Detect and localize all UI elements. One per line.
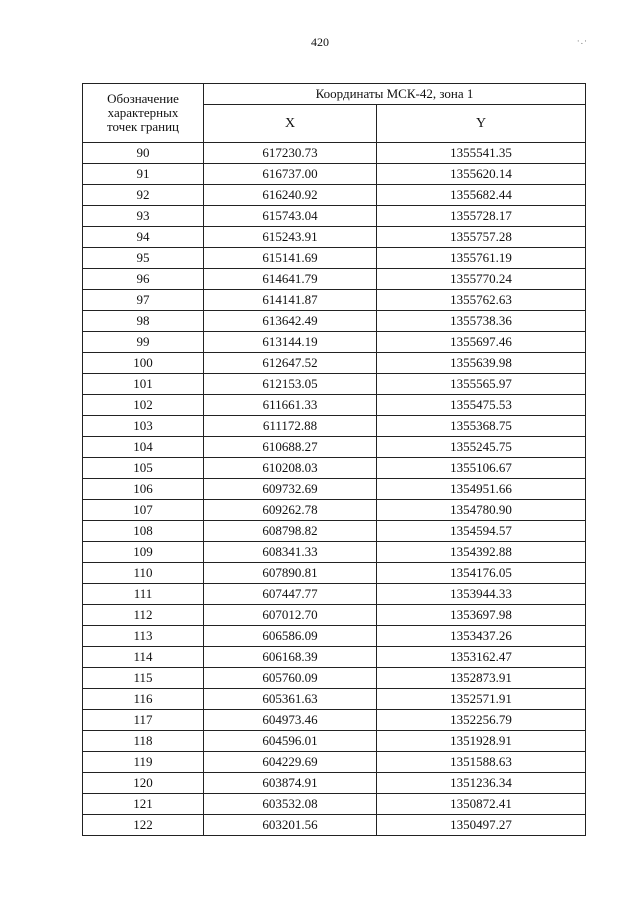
y-coordinate-cell: 1351588.63 [377,752,586,773]
point-id-cell: 94 [83,227,204,248]
y-coordinate-cell: 1355639.98 [377,353,586,374]
x-coordinate-cell: 606168.39 [204,647,377,668]
x-coordinate-cell: 612647.52 [204,353,377,374]
y-coordinate-cell: 1355541.35 [377,143,586,164]
y-coordinate-cell: 1354392.88 [377,542,586,563]
x-coordinate-cell: 614641.79 [204,269,377,290]
table-row [83,458,586,479]
point-id-cell: 95 [83,248,204,269]
x-coordinate-cell: 609262.78 [204,500,377,521]
point-id-cell: 97 [83,290,204,311]
y-coordinate-cell: 1355738.36 [377,311,586,332]
x-coordinate-cell: 609732.69 [204,479,377,500]
y-coordinate-cell: 1353944.33 [377,584,586,605]
table-row [83,353,586,374]
point-id-cell: 116 [83,689,204,710]
x-coordinate-cell: 611172.88 [204,416,377,437]
x-coordinate-cell: 615141.69 [204,248,377,269]
point-id-cell: 90 [83,143,204,164]
x-coordinate-cell: 607012.70 [204,605,377,626]
table-row [83,143,586,164]
x-coordinate-cell: 608341.33 [204,542,377,563]
x-coordinate-cell: 603532.08 [204,794,377,815]
y-coordinate-cell: 1352256.79 [377,710,586,731]
x-coordinate-cell: 616737.00 [204,164,377,185]
y-coordinate-cell: 1354780.90 [377,500,586,521]
x-coordinate-cell: 610688.27 [204,437,377,458]
table-row [83,752,586,773]
table-row [83,248,586,269]
y-coordinate-cell: 1355761.19 [377,248,586,269]
table-row [83,479,586,500]
point-id-cell: 121 [83,794,204,815]
table-row [83,794,586,815]
y-coordinate-cell: 1351928.91 [377,731,586,752]
x-coordinate-cell: 604596.01 [204,731,377,752]
y-coordinate-cell: 1350872.41 [377,794,586,815]
y-coordinate-cell: 1355620.14 [377,164,586,185]
x-coordinate-cell: 604973.46 [204,710,377,731]
table-row [83,311,586,332]
table-row [83,227,586,248]
y-coordinate-cell: 1351236.34 [377,773,586,794]
table-row [83,416,586,437]
point-id-cell: 99 [83,332,204,353]
x-coordinate-cell: 608798.82 [204,521,377,542]
x-coordinate-cell: 617230.73 [204,143,377,164]
point-id-cell: 119 [83,752,204,773]
point-id-cell: 107 [83,500,204,521]
header-x: X [204,105,377,143]
page-number: 420 [311,35,329,49]
x-coordinate-cell: 613144.19 [204,332,377,353]
point-id-cell: 102 [83,395,204,416]
table-row [83,563,586,584]
header-y: Y [377,105,586,143]
table-row [83,395,586,416]
point-id-cell: 100 [83,353,204,374]
y-coordinate-cell: 1355368.75 [377,416,586,437]
table-row [83,689,586,710]
x-coordinate-cell: 615243.91 [204,227,377,248]
point-id-cell: 110 [83,563,204,584]
point-id-cell: 93 [83,206,204,227]
point-id-cell: 91 [83,164,204,185]
x-coordinate-cell: 612153.05 [204,374,377,395]
point-id-cell: 109 [83,542,204,563]
x-coordinate-cell: 603201.56 [204,815,377,836]
table-body [83,143,586,836]
y-coordinate-cell: 1355475.53 [377,395,586,416]
table-row [83,521,586,542]
y-coordinate-cell: 1354951.66 [377,479,586,500]
table-row [83,710,586,731]
table-row [83,269,586,290]
x-coordinate-cell: 605760.09 [204,668,377,689]
header-label-line: точек границ [106,119,180,134]
header-label-line: характерных [107,105,179,120]
point-id-cell: 108 [83,521,204,542]
table-row [83,164,586,185]
point-id-cell: 122 [83,815,204,836]
x-coordinate-cell: 605361.63 [204,689,377,710]
coordinates-table [82,83,586,836]
y-coordinate-cell: 1355682.44 [377,185,586,206]
point-id-cell: 112 [83,605,204,626]
y-coordinate-cell: 1352571.91 [377,689,586,710]
point-id-cell: 92 [83,185,204,206]
point-id-cell: 104 [83,437,204,458]
point-id-cell: 118 [83,731,204,752]
table-row [83,815,586,836]
table-row [83,605,586,626]
x-coordinate-cell: 603874.91 [204,773,377,794]
point-id-cell: 113 [83,626,204,647]
point-id-cell: 103 [83,416,204,437]
y-coordinate-cell: 1355762.63 [377,290,586,311]
table-row [83,374,586,395]
point-id-cell: 105 [83,458,204,479]
x-coordinate-cell: 607890.81 [204,563,377,584]
y-coordinate-cell: 1355770.24 [377,269,586,290]
x-coordinate-cell: 607447.77 [204,584,377,605]
point-id-cell: 120 [83,773,204,794]
table-row [83,773,586,794]
table-row [83,647,586,668]
table-row [83,500,586,521]
table-row [83,668,586,689]
table-row [83,626,586,647]
y-coordinate-cell: 1354176.05 [377,563,586,584]
header-coordinate-system: Координаты МСК-42, зона 1 [204,84,586,105]
x-coordinate-cell: 606586.09 [204,626,377,647]
table-row [83,584,586,605]
x-coordinate-cell: 604229.69 [204,752,377,773]
table-row [83,542,586,563]
header-point-label [83,84,204,143]
x-coordinate-cell: 616240.92 [204,185,377,206]
y-coordinate-cell: 1353162.47 [377,647,586,668]
header-label-line: Обозначение [107,91,179,106]
table-row [83,437,586,458]
point-id-cell: 98 [83,311,204,332]
x-coordinate-cell: 613642.49 [204,311,377,332]
table-row [83,185,586,206]
point-id-cell: 114 [83,647,204,668]
y-coordinate-cell: 1350497.27 [377,815,586,836]
x-coordinate-cell: 611661.33 [204,395,377,416]
y-coordinate-cell: 1353437.26 [377,626,586,647]
corner-mark: ·.· [576,36,588,46]
table-row [83,206,586,227]
point-id-cell: 96 [83,269,204,290]
y-coordinate-cell: 1355697.46 [377,332,586,353]
y-coordinate-cell: 1355757.28 [377,227,586,248]
point-id-cell: 106 [83,479,204,500]
table-row [83,332,586,353]
table-row [83,731,586,752]
point-id-cell: 115 [83,668,204,689]
y-coordinate-cell: 1355728.17 [377,206,586,227]
y-coordinate-cell: 1355106.67 [377,458,586,479]
point-id-cell: 111 [83,584,204,605]
y-coordinate-cell: 1352873.91 [377,668,586,689]
point-id-cell: 117 [83,710,204,731]
y-coordinate-cell: 1355245.75 [377,437,586,458]
x-coordinate-cell: 610208.03 [204,458,377,479]
point-id-cell: 101 [83,374,204,395]
y-coordinate-cell: 1353697.98 [377,605,586,626]
table-row [83,290,586,311]
y-coordinate-cell: 1355565.97 [377,374,586,395]
y-coordinate-cell: 1354594.57 [377,521,586,542]
x-coordinate-cell: 615743.04 [204,206,377,227]
x-coordinate-cell: 614141.87 [204,290,377,311]
